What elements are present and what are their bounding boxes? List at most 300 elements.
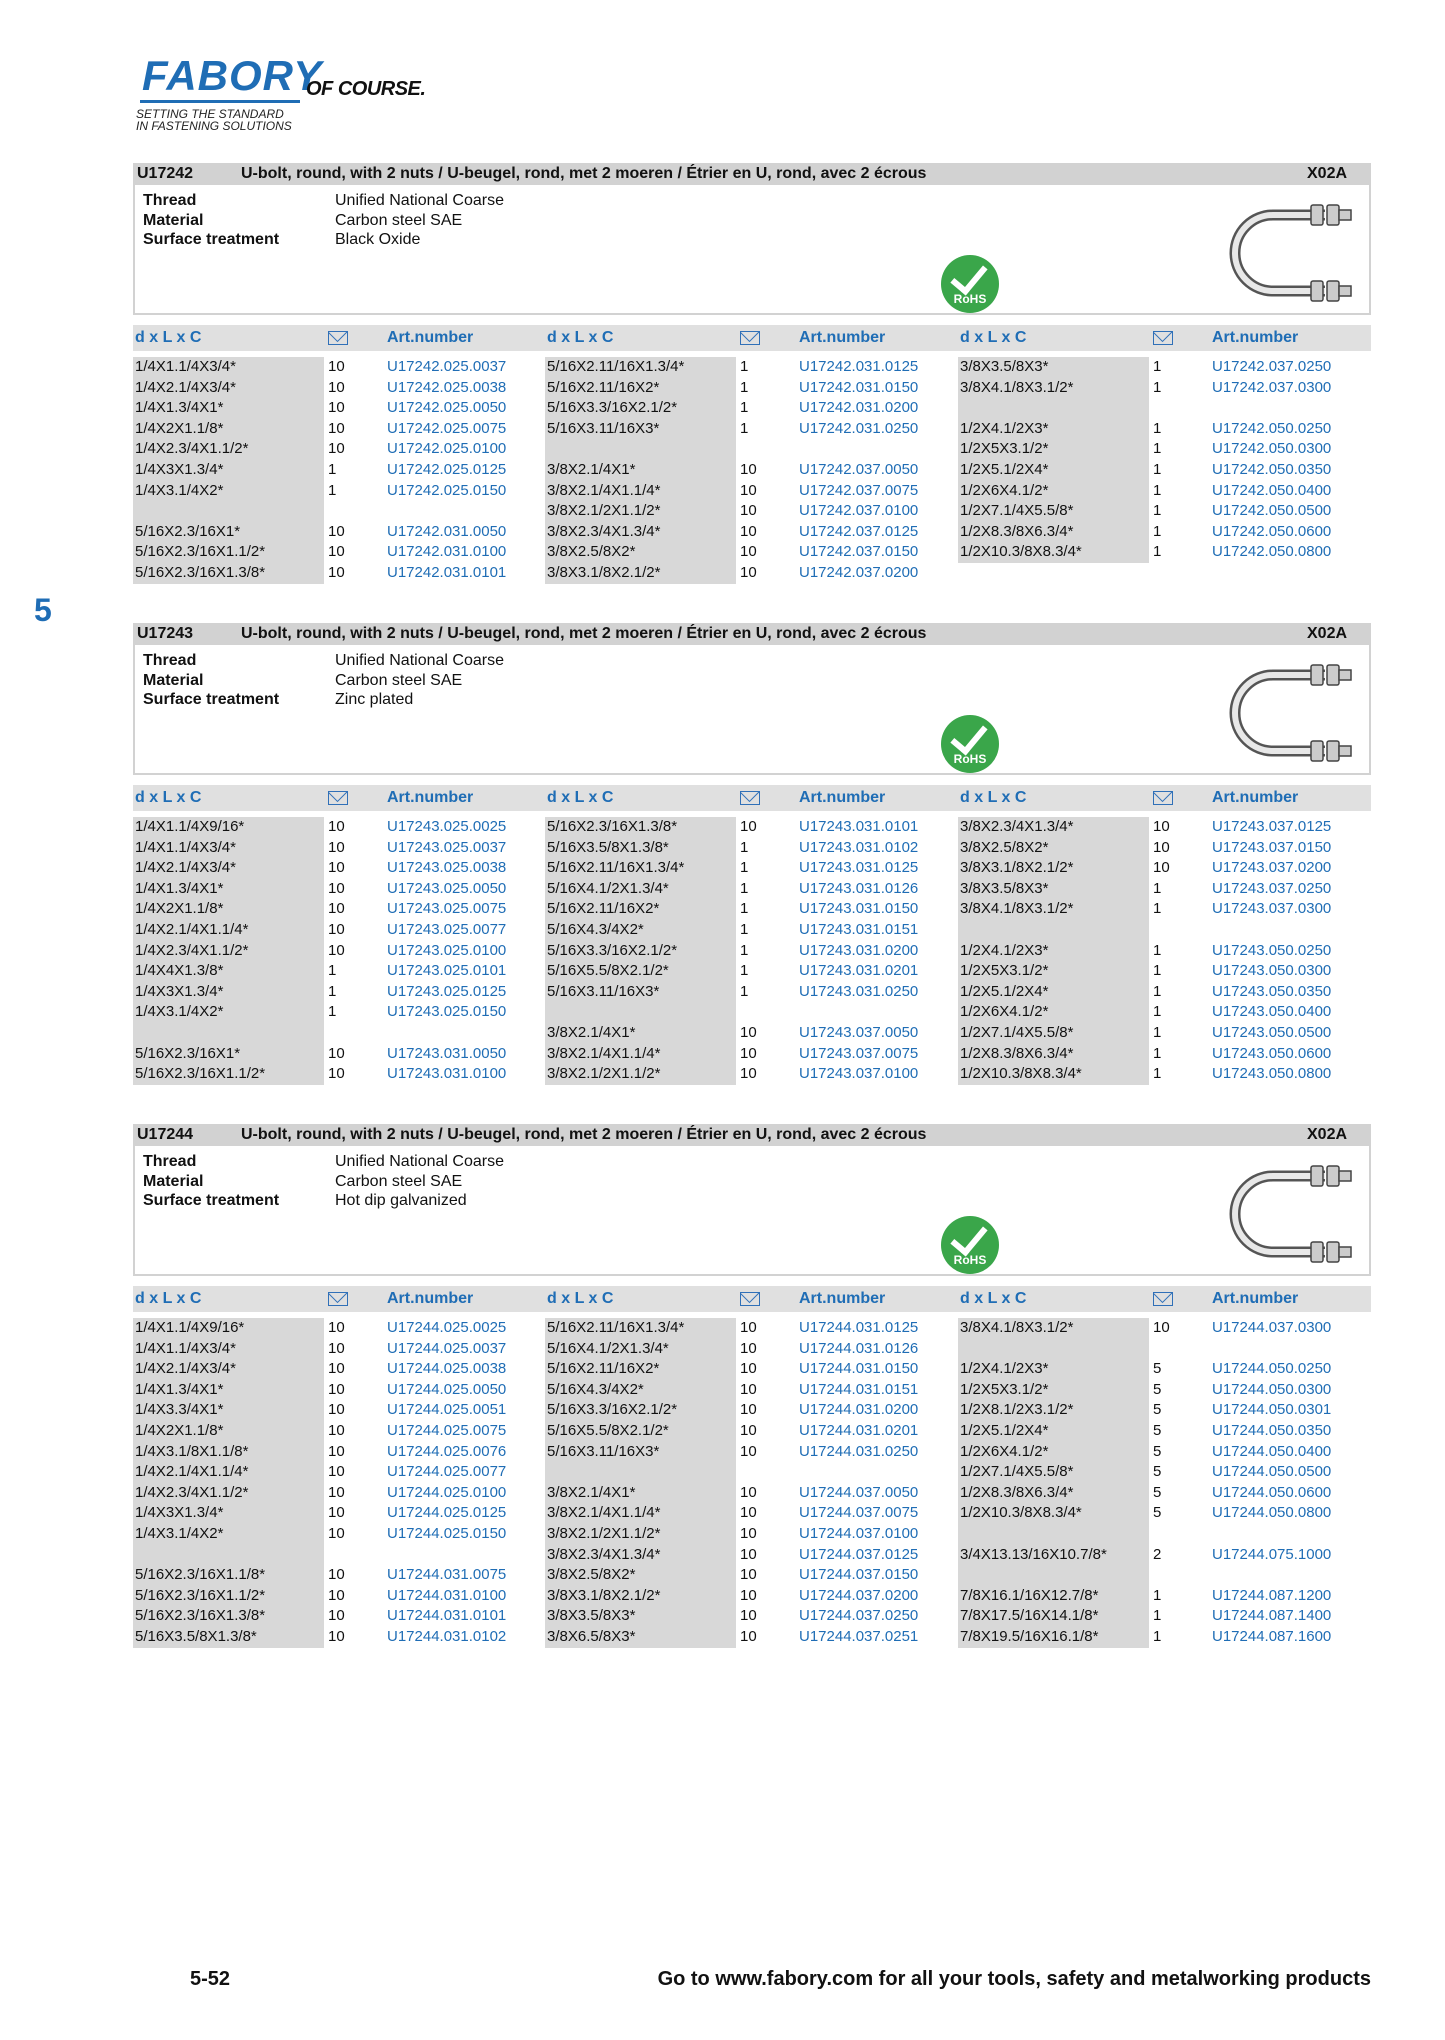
art-number-link[interactable]: U17243.037.0100 [799,1065,919,1083]
qty-cell: 10 [740,564,757,581]
qty-cell: 10 [328,1483,345,1501]
qty-cell: 5 [1153,1463,1162,1481]
art-number-link[interactable]: U17244.031.0150 [799,1360,919,1378]
art-number-link[interactable]: U17244.031.0201 [799,1422,919,1439]
packaging-envelope-icon [328,791,348,805]
column-header-art: Art.number [387,1290,474,1307]
art-number-link[interactable]: U17243.025.0101 [387,962,507,980]
qty-cell: 1 [1153,358,1162,375]
size-cell: 1/4X1.3/4X1* [135,879,224,897]
art-number-link[interactable]: U17244.031.0101 [387,1607,507,1625]
art-number-link[interactable]: U17244.025.0050 [387,1380,507,1398]
qty-cell: 10 [740,1586,757,1604]
size-cell: 5/16X3.3/16X2.1/2* [547,941,678,959]
size-cell: 3/8X4.1/8X3.1/2* [960,900,1074,918]
qty-cell: 10 [328,1065,345,1083]
art-number-link[interactable]: U17244.025.0125 [387,1504,507,1522]
qty-cell: 10 [328,419,345,437]
size-cell: 1/4X2.3/4X1.1/2* [135,440,249,458]
property-value: Hot dip galvanized [335,1192,467,1209]
property-value: Unified National Coarse [335,1153,504,1170]
art-number-link[interactable]: U17244.025.0051 [387,1401,507,1419]
size-cell: 3/8X3.5/8X3* [960,358,1049,375]
tagline-line-2: IN FASTENING SOLUTIONS [136,119,292,133]
art-number-link[interactable]: U17243.025.0150 [387,1003,507,1021]
size-cell: 5/16X2.3/16X1.1/2* [135,1065,266,1083]
size-cell: 1/4X1.1/4X3/4* [135,1339,236,1357]
size-cell: 1/4X1.3/4X1* [135,1380,224,1398]
size-cell: 3/8X2.5/8X2* [547,543,636,561]
art-number-link[interactable]: U17244.087.1200 [1212,1586,1332,1604]
tagline-line-1: SETTING THE STANDARD [136,107,284,121]
qty-cell: 1 [1153,879,1162,897]
size-cell: 5/16X2.3/16X1.3/8* [135,1607,266,1625]
art-number-link[interactable]: U17243.037.0125 [1212,818,1332,835]
qty-cell: 10 [740,461,757,478]
footer-promo: Go to www.fabory.com for all your tools, safety and metalworking products [657,1968,1371,1990]
art-number-link[interactable]: U17242.050.0250 [1212,419,1332,437]
logo-underline [140,100,300,103]
art-number-link[interactable]: U17243.050.0350 [1212,982,1332,1000]
art-number-link[interactable]: U17244.031.0125 [799,1319,919,1336]
product-code: U17242 [137,165,194,182]
size-cell: 1/4X3X1.3/4* [135,982,224,1000]
art-number-link[interactable]: U17244.050.0300 [1212,1380,1332,1398]
qty-cell: 10 [740,481,757,499]
qty-cell: 1 [740,941,749,959]
size-cell: 3/8X6.5/8X3* [547,1628,636,1645]
size-cell: 3/8X4.1/8X3.1/2* [960,378,1074,396]
art-number-link[interactable]: U17242.037.0100 [799,502,919,520]
property-label: Thread [143,192,197,209]
size-cell: 5/16X3.3/16X2.1/2* [547,1401,678,1419]
art-number-link[interactable]: U17244.050.0500 [1212,1463,1332,1481]
art-number-link[interactable]: U17244.025.0038 [387,1360,507,1378]
qty-cell: 10 [328,543,345,561]
qty-cell: 1 [1153,1628,1162,1645]
qty-cell: 10 [740,1339,757,1357]
column-header-art: Art.number [1212,1290,1299,1307]
size-cell: 1/4X1.3/4X1* [135,399,224,417]
logo-slogan: OF COURSE. [306,78,426,100]
art-number-link[interactable]: U17242.025.0100 [387,440,507,458]
qty-cell: 1 [328,1003,337,1021]
art-number-link[interactable]: U17242.031.0200 [799,399,919,417]
qty-cell: 5 [1153,1360,1162,1378]
art-number-link[interactable]: U17244.037.0300 [1212,1319,1332,1336]
size-cell: 1/4X1.1/4X3/4* [135,838,236,856]
art-number-link[interactable]: U17243.031.0125 [799,859,919,877]
qty-cell: 10 [740,1360,757,1378]
packaging-envelope-icon [1153,1292,1173,1306]
art-number-link[interactable]: U17242.050.0800 [1212,543,1332,561]
art-number-link[interactable]: U17242.037.0075 [799,481,919,499]
art-number-link[interactable]: U17243.025.0050 [387,879,507,897]
art-number-link[interactable]: U17244.075.1000 [1212,1545,1332,1563]
column-header-art: Art.number [799,329,886,346]
property-label: Surface treatment [143,1192,280,1209]
property-value: Carbon steel SAE [335,671,463,689]
size-cell: 3/8X2.5/8X2* [547,1566,636,1584]
art-number-link[interactable]: U17243.037.0250 [1212,879,1332,897]
product-ref: X02A [1307,165,1348,182]
qty-cell: 1 [740,982,749,1000]
size-cell: 5/16X4.1/2X1.3/4* [547,879,669,897]
property-value: Carbon steel SAE [335,1172,463,1190]
size-cell: 3/8X2.1/4X1.1/4* [547,1044,661,1062]
art-number-link[interactable]: U17243.031.0150 [799,900,919,918]
art-number-link[interactable]: U17244.037.0150 [799,1566,919,1584]
size-cell: 1/4X2X1.1/8* [135,419,224,437]
art-number-link[interactable]: U17242.025.0050 [387,399,507,417]
product-section-U17243 [133,623,1371,1085]
size-cell: 5/16X2.3/16X1* [135,522,241,540]
product-table [133,357,1371,584]
size-cell: 1/2X7.1/4X5.5/8* [960,502,1074,520]
size-cell: 1/2X8.3/8X6.3/4* [960,1044,1074,1062]
packaging-envelope-icon [740,1292,760,1306]
art-number-link[interactable]: U17243.037.0050 [799,1024,919,1041]
qty-cell: 10 [740,1607,757,1625]
art-number-link[interactable]: U17244.025.0025 [387,1319,507,1336]
art-number-link[interactable]: U17243.025.0075 [387,900,507,918]
size-cell: 5/16X2.3/16X1.1/8* [135,1566,266,1584]
column-header-art: Art.number [1212,329,1299,346]
rohs-label: RoHS [953,1253,987,1267]
property-row-material [143,671,504,691]
column-header-size: d x L x C [135,1290,202,1307]
art-number-link[interactable]: U17244.031.0100 [387,1586,507,1604]
size-cell: 5/16X3.3/16X2.1/2* [547,399,678,417]
size-cell: 1/4X1.1/4X9/16* [135,818,245,835]
property-label: Material [143,671,204,689]
art-number-link[interactable]: U17242.050.0400 [1212,481,1332,499]
table-header [133,785,1371,811]
qty-cell: 1 [740,879,749,897]
qty-cell: 10 [328,522,345,540]
art-number-link[interactable]: U17243.031.0200 [799,941,919,959]
art-number-link[interactable]: U17242.037.0125 [799,522,919,540]
size-cell: 1/2X10.3/8X8.3/4* [960,543,1082,561]
art-number-link[interactable]: U17244.050.0301 [1212,1401,1332,1419]
art-number-link[interactable]: U17242.037.0050 [799,461,919,478]
size-cell: 1/2X4.1/2X3* [960,419,1049,437]
art-number-link[interactable]: U17242.031.0150 [799,378,919,396]
size-cell: 1/2X4.1/2X3* [960,941,1049,959]
art-number-link[interactable]: U17243.050.0600 [1212,1044,1332,1062]
size-cell: 5/16X2.11/16X2* [547,378,660,396]
art-number-link[interactable]: U17244.025.0075 [387,1422,507,1439]
column-header-size: d x L x C [135,789,202,806]
art-number-link[interactable]: U17242.031.0250 [799,419,919,437]
product-properties [143,1152,504,1211]
qty-cell: 10 [740,1504,757,1522]
qty-cell: 1 [1153,461,1162,478]
size-cell: 1/4X3.1/4X2* [135,1525,224,1542]
rohs-badge-icon [941,1216,999,1274]
art-number-link[interactable]: U17242.025.0150 [387,481,507,499]
u-bolt-image [1215,653,1355,768]
product-properties [143,651,504,710]
qty-cell: 1 [1153,502,1162,520]
art-number-link[interactable]: U17244.025.0037 [387,1339,507,1357]
art-number-link[interactable]: U17244.037.0200 [799,1586,919,1604]
qty-cell: 10 [740,818,757,835]
art-number-link[interactable]: U17244.025.0076 [387,1442,507,1460]
art-number-link[interactable]: U17244.031.0126 [799,1339,919,1357]
qty-cell: 10 [328,941,345,959]
size-cell: 1/2X7.1/4X5.5/8* [960,1463,1074,1481]
qty-cell: 10 [328,1044,345,1062]
art-number-link[interactable]: U17244.050.0250 [1212,1360,1332,1378]
table-header [133,325,1371,351]
product-ref: X02A [1307,625,1348,642]
art-number-link[interactable]: U17243.031.0101 [799,818,919,835]
art-number-link[interactable]: U17242.037.0250 [1212,358,1332,375]
art-number-link[interactable]: U17243.031.0201 [799,962,919,980]
art-number-link[interactable]: U17242.025.0037 [387,358,507,375]
art-number-link[interactable]: U17243.050.0250 [1212,941,1332,959]
size-cell: 3/8X4.1/8X3.1/2* [960,1319,1074,1336]
art-number-link[interactable]: U17242.031.0125 [799,358,919,375]
size-cell: 1/4X2X1.1/8* [135,1422,224,1439]
size-cell: 3/4X13.13/16X10.7/8* [960,1545,1107,1563]
u-bolt-image [1215,193,1355,308]
packaging-envelope-icon [740,791,760,805]
u-bolt-image [1215,1154,1355,1269]
size-cell: 1/4X3.1/8X1.1/8* [135,1442,249,1460]
art-number-link[interactable]: U17242.050.0600 [1212,522,1332,540]
art-number-link[interactable]: U17242.031.0050 [387,522,507,540]
qty-cell: 10 [740,1065,757,1083]
art-number-link[interactable]: U17242.025.0075 [387,419,507,437]
qty-cell: 1 [1153,1586,1162,1604]
qty-cell: 1 [740,859,749,877]
size-cell: 5/16X4.3/4X2* [547,1380,644,1398]
art-number-link[interactable]: U17244.050.0600 [1212,1483,1332,1501]
packaging-envelope-icon [328,331,348,345]
size-cell: 1/2X7.1/4X5.5/8* [960,1024,1074,1041]
property-label: Material [143,1172,204,1190]
art-number-link[interactable]: U17243.031.0151 [799,921,919,938]
art-number-link[interactable]: U17244.050.0800 [1212,1504,1332,1522]
size-cell: 1/2X8.3/8X6.3/4* [960,1483,1074,1501]
art-number-link[interactable]: U17244.050.0400 [1212,1442,1332,1460]
qty-cell: 10 [740,1525,757,1542]
qty-cell: 5 [1153,1380,1162,1398]
qty-cell: 1 [1153,1607,1162,1625]
qty-cell: 1 [1153,378,1162,396]
size-cell: 7/8X16.1/16X12.7/8* [960,1586,1099,1604]
art-number-link[interactable]: U17242.050.0300 [1212,440,1332,458]
art-number-link[interactable]: U17242.037.0300 [1212,378,1332,396]
qty-cell: 10 [328,818,345,835]
art-number-link[interactable]: U17243.025.0037 [387,838,507,856]
rohs-badge-icon [941,715,999,773]
art-number-link[interactable]: U17244.037.0075 [799,1504,919,1522]
property-label: Thread [143,1153,197,1170]
section-header [133,623,1371,645]
logo-tagline [136,108,292,132]
art-number-link[interactable]: U17244.025.0100 [387,1483,507,1501]
qty-cell: 10 [328,1504,345,1522]
art-number-link[interactable]: U17242.031.0101 [387,564,507,581]
property-value: Carbon steel SAE [335,211,463,229]
packaging-envelope-icon [740,331,760,345]
art-number-link[interactable]: U17243.025.0025 [387,818,507,835]
size-cell: 3/8X3.5/8X3* [960,879,1049,897]
qty-cell: 5 [1153,1483,1162,1501]
size-cell: 1/4X3.1/4X2* [135,481,224,499]
property-row-surface [143,230,504,250]
art-number-link[interactable]: U17244.037.0125 [799,1545,919,1563]
product-info-box [133,645,1371,775]
column-header-art: Art.number [1212,789,1299,806]
art-number-link[interactable]: U17244.031.0075 [387,1566,507,1584]
size-cell: 5/16X3.11/16X3* [547,982,660,1000]
art-number-link[interactable]: U17244.025.0150 [387,1525,507,1542]
qty-cell: 1 [740,838,749,856]
size-cell: 5/16X3.11/16X3* [547,419,660,437]
product-code: U17244 [137,1126,194,1143]
art-number-link[interactable]: U17242.025.0125 [387,461,507,478]
size-cell: 3/8X2.1/2X1.1/2* [547,1065,661,1083]
art-number-link[interactable]: U17243.037.0150 [1212,838,1332,856]
size-cell: 3/8X2.3/4X1.3/4* [547,522,661,540]
art-number-link[interactable]: U17243.050.0300 [1212,962,1332,980]
size-cell: 1/4X3.1/4X2* [135,1003,224,1021]
art-number-link[interactable]: U17243.031.0250 [799,982,919,1000]
size-cell: 3/8X2.1/2X1.1/2* [547,502,661,520]
qty-cell: 10 [1153,838,1170,856]
size-cell: 1/4X2.1/4X1.1/4* [135,921,249,938]
qty-cell: 1 [328,481,337,499]
size-cell: 3/8X2.1/4X1* [547,461,636,478]
art-number-link[interactable]: U17243.025.0125 [387,982,507,1000]
art-number-link[interactable]: U17244.037.0050 [799,1483,919,1501]
size-cell: 1/4X2X1.1/8* [135,900,224,918]
qty-cell: 10 [328,564,345,581]
art-number-link[interactable]: U17242.037.0150 [799,543,919,561]
size-cell: 3/8X3.1/8X2.1/2* [547,564,661,581]
art-number-link[interactable]: U17244.031.0250 [799,1442,919,1460]
qty-cell: 10 [740,1380,757,1398]
qty-cell: 10 [328,1360,345,1378]
art-number-link[interactable]: U17244.037.0100 [799,1525,919,1542]
product-title: U-bolt, round, with 2 nuts / U-beugel, rond, met 2 moeren / Étrier en U, rond, avec 2 écrous [241,165,927,182]
qty-cell: 1 [1153,962,1162,980]
art-number-link[interactable]: U17244.031.0151 [799,1380,919,1398]
product-ref: X02A [1307,1126,1348,1143]
qty-cell: 5 [1153,1401,1162,1419]
qty-cell: 1 [740,921,749,938]
art-number-link[interactable]: U17244.031.0200 [799,1401,919,1419]
art-number-link[interactable]: U17244.050.0350 [1212,1422,1332,1439]
art-number-link[interactable]: U17243.037.0200 [1212,859,1332,877]
size-cell: 3/8X3.5/8X3* [547,1607,636,1625]
column-header-size: d x L x C [547,1290,614,1307]
size-cell: 3/8X2.5/8X2* [960,838,1049,856]
art-number-link[interactable]: U17243.050.0500 [1212,1024,1332,1041]
art-number-link[interactable]: U17244.087.1600 [1212,1628,1332,1645]
qty-cell: 10 [328,900,345,918]
product-properties [143,191,504,250]
section-header [133,163,1371,185]
art-number-link[interactable]: U17242.050.0500 [1212,502,1332,520]
qty-cell: 10 [740,1483,757,1501]
art-number-link[interactable]: U17243.037.0300 [1212,900,1332,918]
size-cell: 5/16X2.3/16X1.3/8* [135,564,266,581]
property-value: Zinc plated [335,691,414,708]
art-number-link[interactable]: U17242.031.0100 [387,543,507,561]
qty-cell: 10 [328,921,345,938]
qty-cell: 1 [328,962,337,980]
packaging-envelope-icon [1153,331,1173,345]
qty-cell: 10 [328,1319,345,1336]
qty-cell: 1 [1153,481,1162,499]
size-cell: 5/16X3.5/8X1.3/8* [547,838,669,856]
art-number-link[interactable]: U17242.025.0038 [387,378,507,396]
size-cell: 1/2X5X3.1/2* [960,440,1049,458]
qty-cell: 10 [328,1339,345,1357]
property-row-surface [143,690,504,710]
art-number-link[interactable]: U17243.031.0126 [799,879,919,897]
qty-cell: 1 [740,399,749,417]
art-number-link[interactable]: U17244.037.0250 [799,1607,919,1625]
qty-cell: 10 [1153,1319,1170,1336]
art-number-link[interactable]: U17244.031.0102 [387,1628,507,1645]
qty-cell: 10 [328,1422,345,1439]
qty-cell: 10 [328,1380,345,1398]
art-number-link[interactable]: U17244.087.1400 [1212,1607,1332,1625]
art-number-link[interactable]: U17243.031.0100 [387,1065,507,1083]
art-number-link[interactable]: U17243.031.0102 [799,838,919,856]
art-number-link[interactable]: U17243.031.0050 [387,1044,507,1062]
qty-cell: 10 [1153,818,1170,835]
size-cell: 1/4X2.1/4X3/4* [135,378,236,396]
art-number-link[interactable]: U17244.037.0251 [799,1628,919,1645]
property-row-surface [143,1191,504,1211]
size-cell: 1/2X5.1/2X4* [960,1422,1049,1439]
art-number-link[interactable]: U17243.025.0100 [387,941,507,959]
art-number-link[interactable]: U17244.025.0077 [387,1463,507,1481]
art-number-link[interactable]: U17243.050.0800 [1212,1065,1332,1083]
qty-cell: 10 [328,440,345,458]
size-cell: 1/4X2.3/4X1.1/2* [135,1483,249,1501]
qty-cell: 10 [328,378,345,396]
property-label: Material [143,211,204,229]
qty-cell: 10 [328,1586,345,1604]
qty-cell: 5 [1153,1442,1162,1460]
art-number-link[interactable]: U17243.037.0075 [799,1044,919,1062]
size-cell: 5/16X2.3/16X1.3/8* [547,818,678,835]
art-number-link[interactable]: U17243.025.0077 [387,921,507,938]
product-table [133,1318,1371,1648]
qty-cell: 1 [1153,1044,1162,1062]
size-cell: 1/4X3X1.3/4* [135,461,224,478]
qty-cell: 10 [328,358,345,375]
size-cell: 5/16X3.5/8X1.3/8* [135,1628,257,1645]
column-header-art: Art.number [387,789,474,806]
qty-cell: 1 [1153,1065,1162,1083]
size-cell: 1/4X2.1/4X3/4* [135,859,236,877]
art-number-link[interactable]: U17242.037.0200 [799,564,919,581]
packaging-envelope-icon [1153,791,1173,805]
art-number-link[interactable]: U17243.025.0038 [387,859,507,877]
qty-cell: 10 [328,1607,345,1625]
art-number-link[interactable]: U17242.050.0350 [1212,461,1332,478]
art-number-link[interactable]: U17243.050.0400 [1212,1003,1332,1021]
